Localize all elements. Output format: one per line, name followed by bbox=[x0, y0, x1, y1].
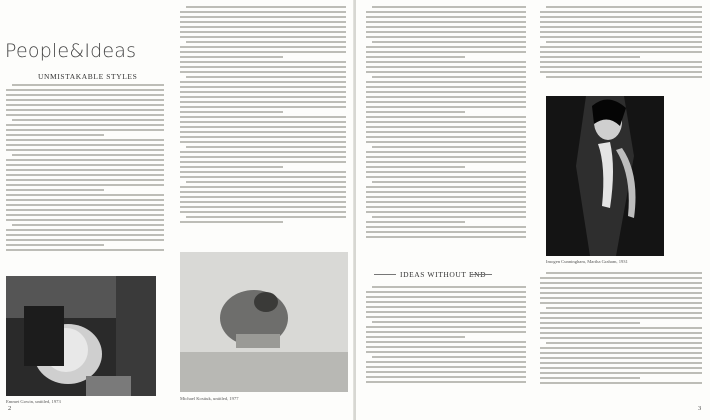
text-line bbox=[180, 31, 346, 33]
text-line bbox=[6, 89, 164, 91]
text-line bbox=[180, 96, 346, 98]
text-line bbox=[6, 134, 104, 136]
text-line bbox=[366, 46, 526, 48]
text-line bbox=[366, 226, 526, 228]
text-line bbox=[366, 156, 526, 158]
text-line bbox=[366, 376, 526, 378]
text-line bbox=[540, 312, 702, 314]
text-line bbox=[372, 321, 526, 323]
text-line bbox=[540, 16, 702, 18]
text-line bbox=[12, 224, 164, 226]
text-line bbox=[6, 189, 104, 191]
text-line bbox=[540, 26, 702, 28]
text-line bbox=[6, 219, 164, 221]
text-line bbox=[540, 337, 702, 339]
text-line bbox=[366, 61, 526, 63]
text-line bbox=[366, 16, 526, 18]
text-line bbox=[180, 126, 346, 128]
text-line bbox=[366, 171, 526, 173]
text-line bbox=[180, 156, 346, 158]
right-page bbox=[356, 0, 710, 420]
text-line bbox=[180, 166, 283, 168]
text-line bbox=[180, 196, 346, 198]
text-line bbox=[540, 277, 702, 279]
section-brand-heading: People&Ideas bbox=[5, 40, 137, 62]
text-line bbox=[6, 149, 164, 151]
text-line bbox=[372, 76, 526, 78]
text-line bbox=[366, 326, 526, 328]
text-line bbox=[540, 282, 702, 284]
text-line bbox=[366, 346, 526, 348]
text-line bbox=[540, 347, 702, 349]
text-line bbox=[366, 301, 526, 303]
text-line bbox=[186, 6, 346, 8]
text-line bbox=[540, 11, 702, 13]
text-line bbox=[540, 61, 702, 63]
right-page-column-2-lower-text bbox=[540, 272, 702, 398]
text-line bbox=[366, 11, 526, 13]
text-line bbox=[366, 196, 526, 198]
text-line bbox=[180, 141, 346, 143]
text-line bbox=[540, 297, 702, 299]
text-line bbox=[540, 21, 702, 23]
text-line bbox=[6, 164, 164, 166]
right-page-column-1-text bbox=[366, 6, 526, 262]
text-line bbox=[6, 99, 164, 101]
text-line bbox=[180, 201, 346, 203]
text-line bbox=[366, 71, 526, 73]
text-line bbox=[6, 194, 164, 196]
text-line bbox=[366, 26, 526, 28]
text-line bbox=[366, 361, 526, 363]
text-line bbox=[366, 166, 465, 168]
text-line bbox=[366, 186, 526, 188]
text-line bbox=[180, 51, 346, 53]
text-line bbox=[6, 209, 164, 211]
text-line bbox=[180, 61, 346, 63]
text-line bbox=[366, 341, 526, 343]
text-line bbox=[180, 121, 346, 123]
text-line bbox=[366, 191, 526, 193]
text-line bbox=[540, 322, 640, 324]
text-line bbox=[6, 114, 164, 116]
text-line bbox=[546, 41, 702, 43]
text-line bbox=[180, 221, 283, 223]
text-line bbox=[180, 16, 346, 18]
text-line bbox=[366, 351, 526, 353]
text-line bbox=[366, 306, 526, 308]
text-line bbox=[6, 159, 164, 161]
text-line bbox=[6, 204, 164, 206]
text-line bbox=[6, 139, 164, 141]
text-line bbox=[180, 186, 346, 188]
text-line bbox=[366, 151, 526, 153]
text-line bbox=[6, 124, 164, 126]
text-line bbox=[366, 116, 526, 118]
text-line bbox=[366, 316, 526, 318]
text-line bbox=[180, 171, 346, 173]
text-line bbox=[366, 106, 526, 108]
text-line bbox=[366, 81, 526, 83]
text-line bbox=[372, 216, 526, 218]
section-rule-left bbox=[374, 274, 396, 275]
section-rule-right bbox=[470, 274, 492, 275]
text-line bbox=[372, 356, 526, 358]
caption-michael-kostiuk: Michael Kostiuk, untitled, 1977 bbox=[180, 396, 239, 401]
text-line bbox=[6, 94, 164, 96]
text-line bbox=[6, 169, 164, 171]
text-line bbox=[180, 56, 283, 58]
text-line bbox=[366, 31, 526, 33]
text-line bbox=[366, 136, 526, 138]
photo-imogen-cunningham bbox=[546, 96, 664, 256]
text-line bbox=[180, 26, 346, 28]
text-line bbox=[186, 76, 346, 78]
text-line bbox=[540, 367, 702, 369]
text-line bbox=[540, 287, 702, 289]
text-line bbox=[6, 104, 164, 106]
text-line bbox=[366, 221, 465, 223]
text-line bbox=[6, 179, 164, 181]
text-line bbox=[180, 46, 346, 48]
text-line bbox=[366, 161, 526, 163]
text-line bbox=[540, 332, 702, 334]
caption-emmet-gowin: Emmet Gowin, untitled, 1973 bbox=[6, 399, 61, 404]
text-line bbox=[186, 216, 346, 218]
text-line bbox=[12, 119, 164, 121]
text-line bbox=[180, 66, 346, 68]
text-line bbox=[372, 41, 526, 43]
text-line bbox=[6, 199, 164, 201]
photo-emmet-gowin bbox=[6, 276, 156, 396]
text-line bbox=[540, 292, 702, 294]
text-line bbox=[180, 116, 346, 118]
text-line bbox=[180, 191, 346, 193]
text-line bbox=[366, 296, 526, 298]
text-line bbox=[180, 106, 346, 108]
text-line bbox=[366, 336, 465, 338]
text-line bbox=[366, 91, 526, 93]
text-line bbox=[6, 239, 164, 241]
text-line bbox=[6, 129, 164, 131]
text-line bbox=[540, 56, 640, 58]
left-page bbox=[0, 0, 354, 420]
text-line bbox=[366, 131, 526, 133]
text-line bbox=[366, 66, 526, 68]
text-line bbox=[366, 331, 526, 333]
text-line bbox=[540, 327, 702, 329]
text-line bbox=[6, 184, 164, 186]
text-line bbox=[6, 234, 164, 236]
text-line bbox=[366, 121, 526, 123]
text-line bbox=[540, 317, 702, 319]
text-line bbox=[186, 181, 346, 183]
text-line bbox=[540, 362, 702, 364]
text-line bbox=[6, 174, 164, 176]
text-line bbox=[372, 286, 526, 288]
ideas-without-end-heading: IDEAS WITHOUT END bbox=[400, 270, 487, 279]
text-line bbox=[540, 31, 702, 33]
text-line bbox=[180, 161, 346, 163]
text-line bbox=[366, 101, 526, 103]
text-line bbox=[366, 96, 526, 98]
text-line bbox=[366, 211, 526, 213]
photo-michael-kostiuk bbox=[180, 252, 348, 392]
text-line bbox=[366, 176, 526, 178]
text-line bbox=[540, 51, 702, 53]
text-line bbox=[366, 111, 465, 113]
text-line bbox=[366, 51, 526, 53]
text-line bbox=[546, 307, 702, 309]
text-line bbox=[372, 181, 526, 183]
text-line bbox=[540, 71, 702, 73]
text-line bbox=[540, 302, 702, 304]
text-line bbox=[180, 176, 346, 178]
text-line bbox=[366, 126, 526, 128]
text-line bbox=[180, 81, 346, 83]
text-line bbox=[180, 101, 346, 103]
text-line bbox=[180, 71, 346, 73]
text-line bbox=[366, 291, 526, 293]
text-line bbox=[546, 272, 702, 274]
text-line bbox=[186, 146, 346, 148]
text-line bbox=[540, 377, 640, 379]
text-line bbox=[6, 109, 164, 111]
text-line bbox=[546, 342, 702, 344]
left-page-column-1-text bbox=[6, 84, 164, 272]
text-line bbox=[6, 229, 164, 231]
left-page-column-2-text bbox=[180, 6, 346, 246]
text-line bbox=[180, 136, 346, 138]
text-line bbox=[180, 131, 346, 133]
text-line bbox=[366, 236, 526, 238]
text-line bbox=[546, 76, 702, 78]
text-line bbox=[366, 231, 526, 233]
unmistakable-styles-heading: UNMISTAKABLE STYLES bbox=[38, 72, 138, 81]
text-line bbox=[6, 249, 164, 251]
text-line bbox=[180, 11, 346, 13]
text-line bbox=[366, 381, 526, 383]
text-line bbox=[180, 151, 346, 153]
text-line bbox=[6, 144, 164, 146]
right-page-column-1-lower-text bbox=[366, 286, 526, 398]
text-line bbox=[366, 366, 526, 368]
text-line bbox=[366, 311, 526, 313]
text-line bbox=[366, 36, 526, 38]
text-line bbox=[6, 214, 164, 216]
text-line bbox=[540, 382, 702, 384]
text-line bbox=[6, 244, 104, 246]
text-line bbox=[366, 21, 526, 23]
right-page-column-2-upper-text bbox=[540, 6, 702, 86]
text-line bbox=[366, 141, 526, 143]
text-line bbox=[180, 36, 346, 38]
text-line bbox=[366, 206, 526, 208]
text-line bbox=[540, 46, 702, 48]
text-line bbox=[540, 66, 702, 68]
text-line bbox=[546, 6, 702, 8]
text-line bbox=[186, 41, 346, 43]
caption-imogen-cunningham: Imogen Cunningham, Martha Graham, 1931 bbox=[546, 259, 628, 264]
text-line bbox=[366, 86, 526, 88]
text-line bbox=[180, 206, 346, 208]
text-line bbox=[180, 91, 346, 93]
text-line bbox=[366, 56, 465, 58]
text-line bbox=[540, 357, 702, 359]
text-line bbox=[180, 111, 283, 113]
page-number-right: 3 bbox=[698, 405, 702, 412]
text-line bbox=[366, 371, 526, 373]
text-line bbox=[540, 352, 702, 354]
text-line bbox=[180, 211, 346, 213]
text-line bbox=[372, 6, 526, 8]
page-number-left: 2 bbox=[8, 405, 12, 412]
text-line bbox=[12, 154, 164, 156]
text-line bbox=[372, 146, 526, 148]
text-line bbox=[12, 84, 164, 86]
text-line bbox=[366, 201, 526, 203]
text-line bbox=[540, 372, 702, 374]
text-line bbox=[180, 21, 346, 23]
text-line bbox=[180, 86, 346, 88]
text-line bbox=[540, 36, 702, 38]
